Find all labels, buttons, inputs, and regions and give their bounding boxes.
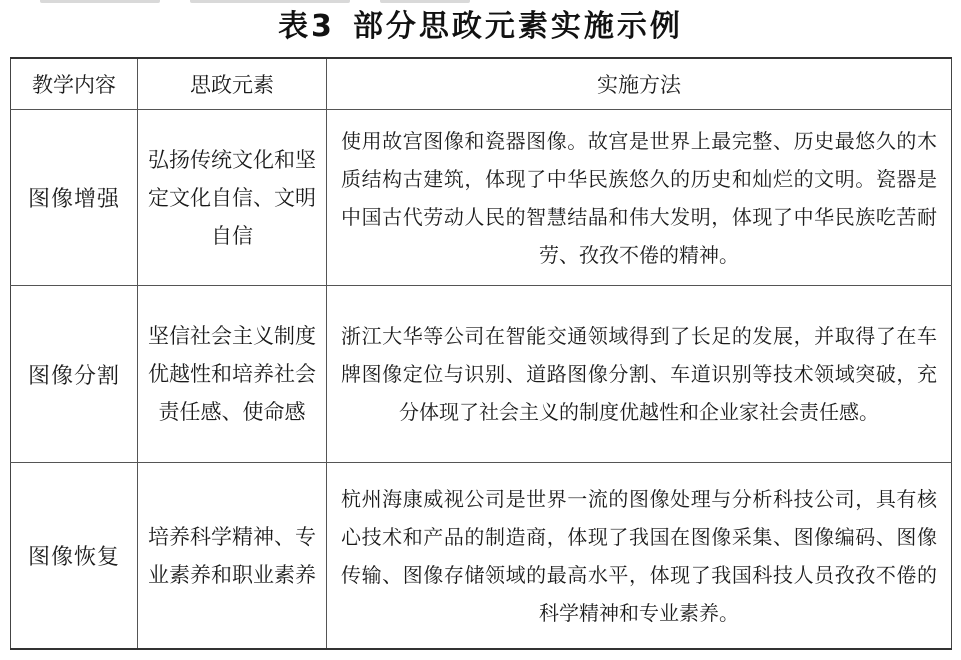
table-row [11, 286, 952, 463]
header-teaching-content: 教学内容 [11, 58, 138, 110]
element-text: 坚信社会主义制度优越性和培养社会责任感、使命感 [148, 324, 316, 424]
element-text: 培养科学精神、专业素养和职业素养 [148, 524, 316, 587]
caption-number: 表3 [278, 9, 335, 44]
topic-cell: 图像增强 [11, 110, 138, 286]
method-text: 浙江大华等公司在智能交通领域得到了长足的发展，并取得了在车牌图像定位与识别、道路图像分割、车道识别等技术领域突破，充分体现了社会主义的制度优越性和企业家社会责任感。 [341, 324, 937, 424]
element-text: 弘扬传统文化和坚定文化自信、文明自信 [148, 147, 316, 248]
method-cell [327, 110, 952, 286]
table-caption [0, 4, 961, 50]
method-cell [327, 286, 952, 463]
table-row [11, 110, 952, 286]
topic-cell: 图像分割 [11, 286, 138, 463]
header-ideology-element: 思政元素 [138, 58, 327, 110]
table-row [11, 463, 952, 650]
method-text: 杭州海康威视公司是世界一流的图像处理与分析科技公司，具有核心技术和产品的制造商，体现了我国在图像采集、图像编码、图像传输、图像存储领域的最高水平，体现了我国科技人员孜孜不倦的科学精神和专业素养。 [341, 486, 937, 625]
header-implementation-method: 实施方法 [327, 58, 952, 110]
element-cell [138, 286, 327, 463]
method-text: 使用故宫图像和瓷器图像。故宫是世界上最完整、历史最悠久的木质结构古建筑，体现了中华民族悠久的历史和灿烂的文明。瓷器是中国古代劳动人民的智慧结晶和伟大发明，体现了中华民族吃苦耐劳、孜孜不倦的精神。 [341, 128, 937, 267]
element-cell [138, 463, 327, 650]
element-cell [138, 110, 327, 286]
table-header-row [11, 58, 952, 110]
ideology-examples-table [10, 57, 952, 650]
topic-cell: 图像恢复 [11, 463, 138, 650]
method-cell [327, 463, 952, 650]
caption-title: 部分思政元素实施示例 [352, 9, 683, 44]
